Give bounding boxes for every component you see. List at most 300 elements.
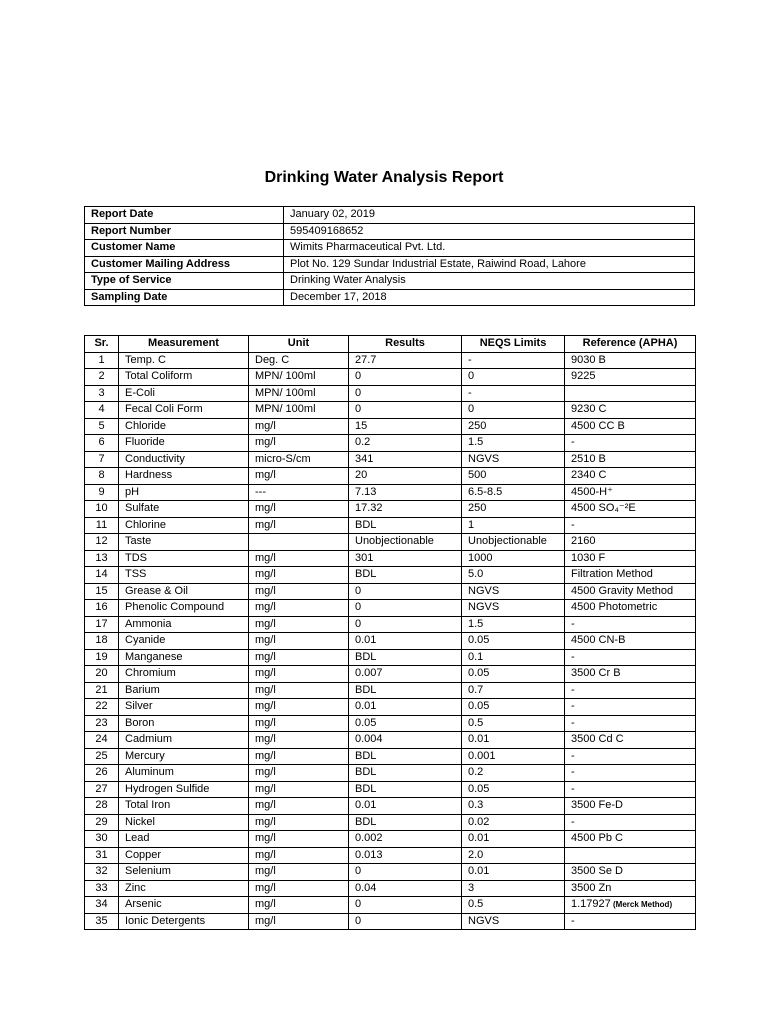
cell-measurement	[119, 567, 249, 584]
cell-limit	[462, 534, 565, 551]
cell-measurement	[119, 715, 249, 732]
cell-unit-text: mg/l	[255, 568, 276, 580]
cell-measurement	[119, 418, 249, 435]
cell-reference	[565, 435, 696, 452]
cell-limit	[462, 847, 565, 864]
cell-reference	[565, 748, 696, 765]
cell-limit	[462, 666, 565, 683]
cell-reference-text: 3500 Cr B	[571, 667, 621, 679]
cell-measurement-text: Total Coliform	[125, 370, 193, 382]
info-value: Wimits Pharmaceutical Pvt. Ltd.	[284, 240, 695, 257]
cell-limit	[462, 864, 565, 881]
cell-result	[349, 418, 462, 435]
cell-sr	[85, 765, 119, 782]
cell-sr	[85, 897, 119, 914]
info-key: Customer Mailing Address	[85, 256, 284, 273]
table-row	[85, 600, 696, 617]
cell-unit-text: mg/l	[255, 419, 276, 432]
cell-limit-text: 2.0	[468, 848, 484, 861]
cell-limit-text: Unobjectionable	[468, 535, 547, 547]
info-value: January 02, 2019	[284, 207, 695, 224]
cell-result-text: BDL	[355, 815, 377, 828]
cell-sr	[85, 831, 119, 848]
cell-result	[349, 864, 462, 881]
table-row	[85, 369, 696, 386]
cell-result	[349, 913, 462, 930]
cell-measurement	[119, 583, 249, 600]
cell-result-text: 0.01	[355, 799, 377, 811]
cell-reference-text: 9030 B	[571, 353, 606, 366]
cell-limit	[462, 550, 565, 567]
cell-limit	[462, 583, 565, 600]
info-value: December 17, 2018	[284, 289, 695, 306]
column-header: Measurement	[119, 336, 249, 353]
table-row	[85, 501, 696, 518]
table-row	[85, 402, 696, 419]
cell-measurement-text: Hardness	[125, 469, 173, 481]
cell-reference	[565, 451, 696, 468]
cell-measurement	[119, 913, 249, 930]
cell-measurement	[119, 616, 249, 633]
cell-sr	[85, 666, 119, 683]
cell-limit-text: 6.5-8.5	[468, 485, 503, 498]
cell-result	[349, 567, 462, 584]
cell-limit	[462, 418, 565, 435]
cell-measurement	[119, 666, 249, 683]
cell-limit	[462, 814, 565, 831]
cell-unit-text: mg/l	[255, 914, 276, 927]
cell-unit	[249, 798, 349, 815]
cell-unit	[249, 468, 349, 485]
cell-sr	[85, 352, 119, 369]
cell-limit-text: 0.3	[468, 799, 484, 811]
cell-measurement-text: Fluoride	[125, 436, 165, 448]
cell-result-text: 0	[355, 386, 362, 399]
cell-sr-text: 18	[95, 634, 108, 646]
column-header: Results	[349, 336, 462, 353]
cell-result	[349, 402, 462, 419]
cell-result-text: 0	[355, 584, 362, 597]
cell-sr-text: 10	[95, 502, 108, 514]
cell-reference	[565, 385, 696, 402]
cell-unit-text: Deg. C	[255, 353, 290, 366]
table-row	[85, 913, 696, 930]
cell-reference	[565, 468, 696, 485]
cell-unit	[249, 567, 349, 584]
cell-limit-text: 0.05	[468, 667, 490, 679]
cell-unit	[249, 600, 349, 617]
cell-reference	[565, 550, 696, 567]
cell-measurement	[119, 831, 249, 848]
cell-limit	[462, 600, 565, 617]
cell-limit-text: 0	[468, 370, 475, 382]
cell-measurement	[119, 484, 249, 501]
reference-note: (Merck Method)	[610, 900, 673, 909]
cell-reference	[565, 616, 696, 633]
cell-sr	[85, 781, 119, 798]
cell-sr	[85, 567, 119, 584]
cell-unit	[249, 666, 349, 683]
cell-limit-text: 0.5	[468, 716, 484, 729]
cell-reference	[565, 517, 696, 534]
cell-reference-text: 4500 Gravity Method	[571, 584, 674, 597]
cell-limit	[462, 732, 565, 749]
cell-reference-text: 4500 Pb C	[571, 832, 623, 844]
table-row	[85, 864, 696, 881]
cell-limit	[462, 567, 565, 584]
cell-limit-text: 1.5	[468, 617, 484, 630]
cell-reference-text: 1.17927	[571, 898, 611, 910]
cell-unit-text: mg/l	[255, 766, 276, 778]
cell-limit-text: 0.05	[468, 634, 490, 646]
cell-result	[349, 633, 462, 650]
cell-limit	[462, 616, 565, 633]
table-row	[85, 748, 696, 765]
cell-measurement-text: Phenolic Compound	[125, 601, 225, 613]
info-key: Report Number	[85, 223, 284, 240]
cell-reference-text: 1030 F	[571, 551, 606, 564]
cell-reference-text: -	[571, 815, 575, 828]
cell-sr	[85, 913, 119, 930]
cell-result	[349, 352, 462, 369]
cell-result	[349, 534, 462, 551]
cell-unit-text: mg/l	[255, 551, 276, 564]
cell-limit-text: -	[468, 386, 472, 399]
cell-sr	[85, 402, 119, 419]
cell-unit-text: mg/l	[255, 469, 276, 481]
cell-sr-text: 11	[95, 518, 108, 531]
cell-result-text: 0.2	[355, 436, 371, 448]
cell-limit	[462, 369, 565, 386]
cell-reference	[565, 633, 696, 650]
table-header-row	[85, 336, 696, 353]
cell-result-text: 0.004	[355, 733, 383, 745]
cell-limit-text: 5.0	[468, 568, 484, 580]
cell-unit-text: mg/l	[255, 700, 276, 712]
cell-limit-text: 0.7	[468, 683, 484, 696]
cell-reference-text: -	[571, 436, 575, 448]
cell-result-text: 0.01	[355, 700, 377, 712]
cell-reference	[565, 781, 696, 798]
cell-sr-text: 2	[98, 370, 105, 382]
cell-unit-text: mg/l	[255, 502, 276, 514]
cell-sr	[85, 550, 119, 567]
cell-reference-text: -	[571, 766, 575, 778]
cell-reference	[565, 732, 696, 749]
info-row	[85, 256, 695, 273]
cell-sr-text: 35	[95, 914, 108, 927]
cell-limit	[462, 501, 565, 518]
table-row	[85, 649, 696, 666]
cell-limit	[462, 748, 565, 765]
cell-sr	[85, 583, 119, 600]
cell-sr-text: 6	[98, 436, 105, 448]
cell-result	[349, 831, 462, 848]
cell-result-text: 0	[355, 617, 362, 630]
cell-measurement	[119, 649, 249, 666]
cell-measurement	[119, 600, 249, 617]
cell-measurement-text: Cyanide	[125, 634, 166, 646]
cell-reference	[565, 913, 696, 930]
cell-sr	[85, 600, 119, 617]
cell-limit	[462, 913, 565, 930]
cell-measurement-text: E-Coli	[125, 386, 155, 399]
table-row	[85, 385, 696, 402]
table-row	[85, 847, 696, 864]
cell-unit-text: micro-S/cm	[255, 452, 311, 465]
cell-reference	[565, 534, 696, 551]
info-row	[85, 207, 695, 224]
table-row	[85, 880, 696, 897]
cell-unit	[249, 880, 349, 897]
cell-unit	[249, 633, 349, 650]
cell-limit-text: 250	[468, 419, 487, 432]
cell-reference	[565, 831, 696, 848]
cell-reference-text: -	[571, 700, 575, 712]
cell-result-text: BDL	[355, 683, 377, 696]
cell-measurement-text: Sulfate	[125, 502, 160, 514]
cell-result-text: 0.04	[355, 881, 377, 894]
cell-unit	[249, 501, 349, 518]
cell-sr	[85, 864, 119, 881]
info-key: Sampling Date	[85, 289, 284, 306]
cell-unit-text: mg/l	[255, 634, 276, 646]
cell-unit-text: mg/l	[255, 617, 276, 630]
cell-limit	[462, 699, 565, 716]
cell-result	[349, 897, 462, 914]
table-row	[85, 831, 696, 848]
cell-result-text: 20	[355, 469, 368, 481]
cell-result-text: 0.01	[355, 634, 377, 646]
cell-limit	[462, 715, 565, 732]
cell-result	[349, 435, 462, 452]
cell-reference-text: -	[571, 518, 575, 531]
cell-reference-text: 3500 Cd C	[571, 733, 624, 745]
table-row	[85, 451, 696, 468]
table-row	[85, 534, 696, 551]
cell-reference-text: Filtration Method	[571, 568, 653, 580]
cell-measurement	[119, 781, 249, 798]
cell-measurement-text: TDS	[125, 551, 147, 564]
cell-reference-text: 4500 CC B	[571, 419, 625, 432]
cell-reference	[565, 798, 696, 815]
cell-sr-text: 33	[95, 881, 108, 894]
cell-reference	[565, 880, 696, 897]
table-row	[85, 583, 696, 600]
cell-result	[349, 517, 462, 534]
cell-sr-text: 12	[95, 535, 108, 547]
table-row	[85, 732, 696, 749]
cell-unit	[249, 352, 349, 369]
column-header: Reference (APHA)	[565, 336, 696, 353]
cell-reference-text: -	[571, 716, 575, 729]
cell-measurement	[119, 517, 249, 534]
cell-reference-text: -	[571, 650, 575, 663]
cell-result-text: 0	[355, 601, 362, 613]
cell-limit	[462, 517, 565, 534]
cell-sr-text: 16	[95, 601, 108, 613]
cell-measurement-text: Chloride	[125, 419, 166, 432]
cell-measurement-text: Ionic Detergents	[125, 914, 206, 927]
cell-unit-text: MPN/ 100ml	[255, 370, 316, 382]
cell-reference-text: -	[571, 782, 575, 795]
cell-reference	[565, 484, 696, 501]
cell-reference-text: 4500 Photometric	[571, 601, 658, 613]
cell-result	[349, 847, 462, 864]
cell-sr-text: 34	[95, 898, 108, 910]
table-row	[85, 484, 696, 501]
column-header: Sr.	[85, 336, 119, 353]
cell-result	[349, 600, 462, 617]
cell-sr-text: 1	[98, 353, 105, 366]
cell-result-text: 341	[355, 452, 374, 465]
cell-reference-text: 3500 Zn	[571, 881, 612, 894]
cell-unit	[249, 435, 349, 452]
cell-reference	[565, 897, 696, 914]
cell-measurement	[119, 748, 249, 765]
cell-measurement-text: Selenium	[125, 865, 171, 877]
info-key: Customer Name	[85, 240, 284, 257]
cell-measurement-text: Lead	[125, 832, 150, 844]
table-row	[85, 682, 696, 699]
cell-limit-text: 0.01	[468, 832, 490, 844]
cell-limit-text: 0.01	[468, 865, 490, 877]
cell-sr-text: 9	[98, 485, 105, 498]
cell-limit	[462, 468, 565, 485]
cell-sr	[85, 451, 119, 468]
cell-unit	[249, 814, 349, 831]
cell-sr	[85, 385, 119, 402]
cell-sr	[85, 732, 119, 749]
cell-limit	[462, 451, 565, 468]
cell-sr-text: 8	[98, 469, 105, 481]
cell-unit	[249, 616, 349, 633]
cell-unit	[249, 649, 349, 666]
cell-result-text: 0	[355, 403, 362, 415]
cell-measurement-text: Zinc	[125, 881, 146, 894]
cell-result	[349, 451, 462, 468]
info-key: Type of Service	[85, 273, 284, 290]
cell-reference	[565, 369, 696, 386]
cell-limit-text: 250	[468, 502, 487, 514]
cell-sr	[85, 468, 119, 485]
cell-reference	[565, 847, 696, 864]
cell-sr	[85, 847, 119, 864]
cell-reference-text: 4500 CN-B	[571, 634, 626, 646]
cell-result	[349, 699, 462, 716]
cell-unit	[249, 385, 349, 402]
cell-limit-text: 1	[468, 518, 475, 531]
cell-unit	[249, 451, 349, 468]
cell-measurement	[119, 435, 249, 452]
report-title: Drinking Water Analysis Report	[264, 169, 504, 186]
cell-result	[349, 550, 462, 567]
cell-result-text: 301	[355, 551, 374, 564]
cell-measurement-text: Boron	[125, 716, 155, 729]
cell-unit	[249, 781, 349, 798]
cell-sr-text: 7	[98, 452, 105, 465]
cell-result-text: Unobjectionable	[355, 535, 434, 547]
cell-unit	[249, 765, 349, 782]
cell-unit	[249, 897, 349, 914]
cell-result	[349, 765, 462, 782]
cell-reference	[565, 402, 696, 419]
info-key: Report Date	[85, 207, 284, 224]
cell-sr-text: 13	[95, 551, 108, 564]
cell-unit-text: mg/l	[255, 815, 276, 828]
cell-unit-text: mg/l	[255, 733, 276, 745]
cell-result-text: 0	[355, 865, 362, 877]
cell-measurement	[119, 534, 249, 551]
cell-measurement	[119, 451, 249, 468]
cell-result	[349, 814, 462, 831]
cell-unit	[249, 369, 349, 386]
cell-unit	[249, 484, 349, 501]
cell-reference	[565, 699, 696, 716]
cell-result	[349, 880, 462, 897]
cell-limit-text: 0.01	[468, 733, 490, 745]
cell-measurement-text: Ammonia	[125, 617, 172, 630]
cell-result	[349, 484, 462, 501]
cell-unit-text: mg/l	[255, 865, 276, 877]
cell-limit-text: NGVS	[468, 914, 500, 927]
table-row	[85, 517, 696, 534]
table-row	[85, 468, 696, 485]
cell-measurement-text: Aluminum	[125, 766, 174, 778]
cell-measurement-text: TSS	[125, 568, 147, 580]
cell-unit	[249, 831, 349, 848]
cell-measurement-text: Arsenic	[125, 898, 162, 910]
cell-unit-text: mg/l	[255, 601, 276, 613]
cell-measurement	[119, 369, 249, 386]
cell-limit	[462, 781, 565, 798]
cell-measurement-text: Grease & Oil	[125, 584, 188, 597]
info-row	[85, 273, 695, 290]
table-row	[85, 781, 696, 798]
cell-unit	[249, 517, 349, 534]
cell-sr	[85, 649, 119, 666]
cell-limit	[462, 435, 565, 452]
cell-unit-text: mg/l	[255, 436, 276, 448]
cell-sr	[85, 880, 119, 897]
cell-unit-text: MPN/ 100ml	[255, 403, 316, 415]
cell-limit-text: 500	[468, 469, 487, 481]
cell-reference-text: 2160	[571, 535, 596, 547]
cell-unit	[249, 847, 349, 864]
cell-result	[349, 682, 462, 699]
cell-result-text: BDL	[355, 568, 377, 580]
cell-result	[349, 781, 462, 798]
table-row	[85, 715, 696, 732]
cell-result-text: BDL	[355, 749, 377, 762]
cell-unit-text: mg/l	[255, 782, 276, 795]
cell-reference	[565, 864, 696, 881]
cell-sr	[85, 682, 119, 699]
cell-sr	[85, 715, 119, 732]
cell-unit-text: mg/l	[255, 650, 276, 663]
cell-unit	[249, 864, 349, 881]
cell-unit	[249, 732, 349, 749]
cell-result	[349, 666, 462, 683]
table-row	[85, 435, 696, 452]
cell-limit-text: 0.02	[468, 815, 490, 828]
cell-sr-text: 28	[95, 799, 108, 811]
cell-measurement-text: pH	[125, 485, 140, 498]
cell-limit-text: 1.5	[468, 436, 484, 448]
cell-measurement-text: Nickel	[125, 815, 155, 828]
cell-limit	[462, 897, 565, 914]
cell-sr-text: 19	[95, 650, 108, 663]
